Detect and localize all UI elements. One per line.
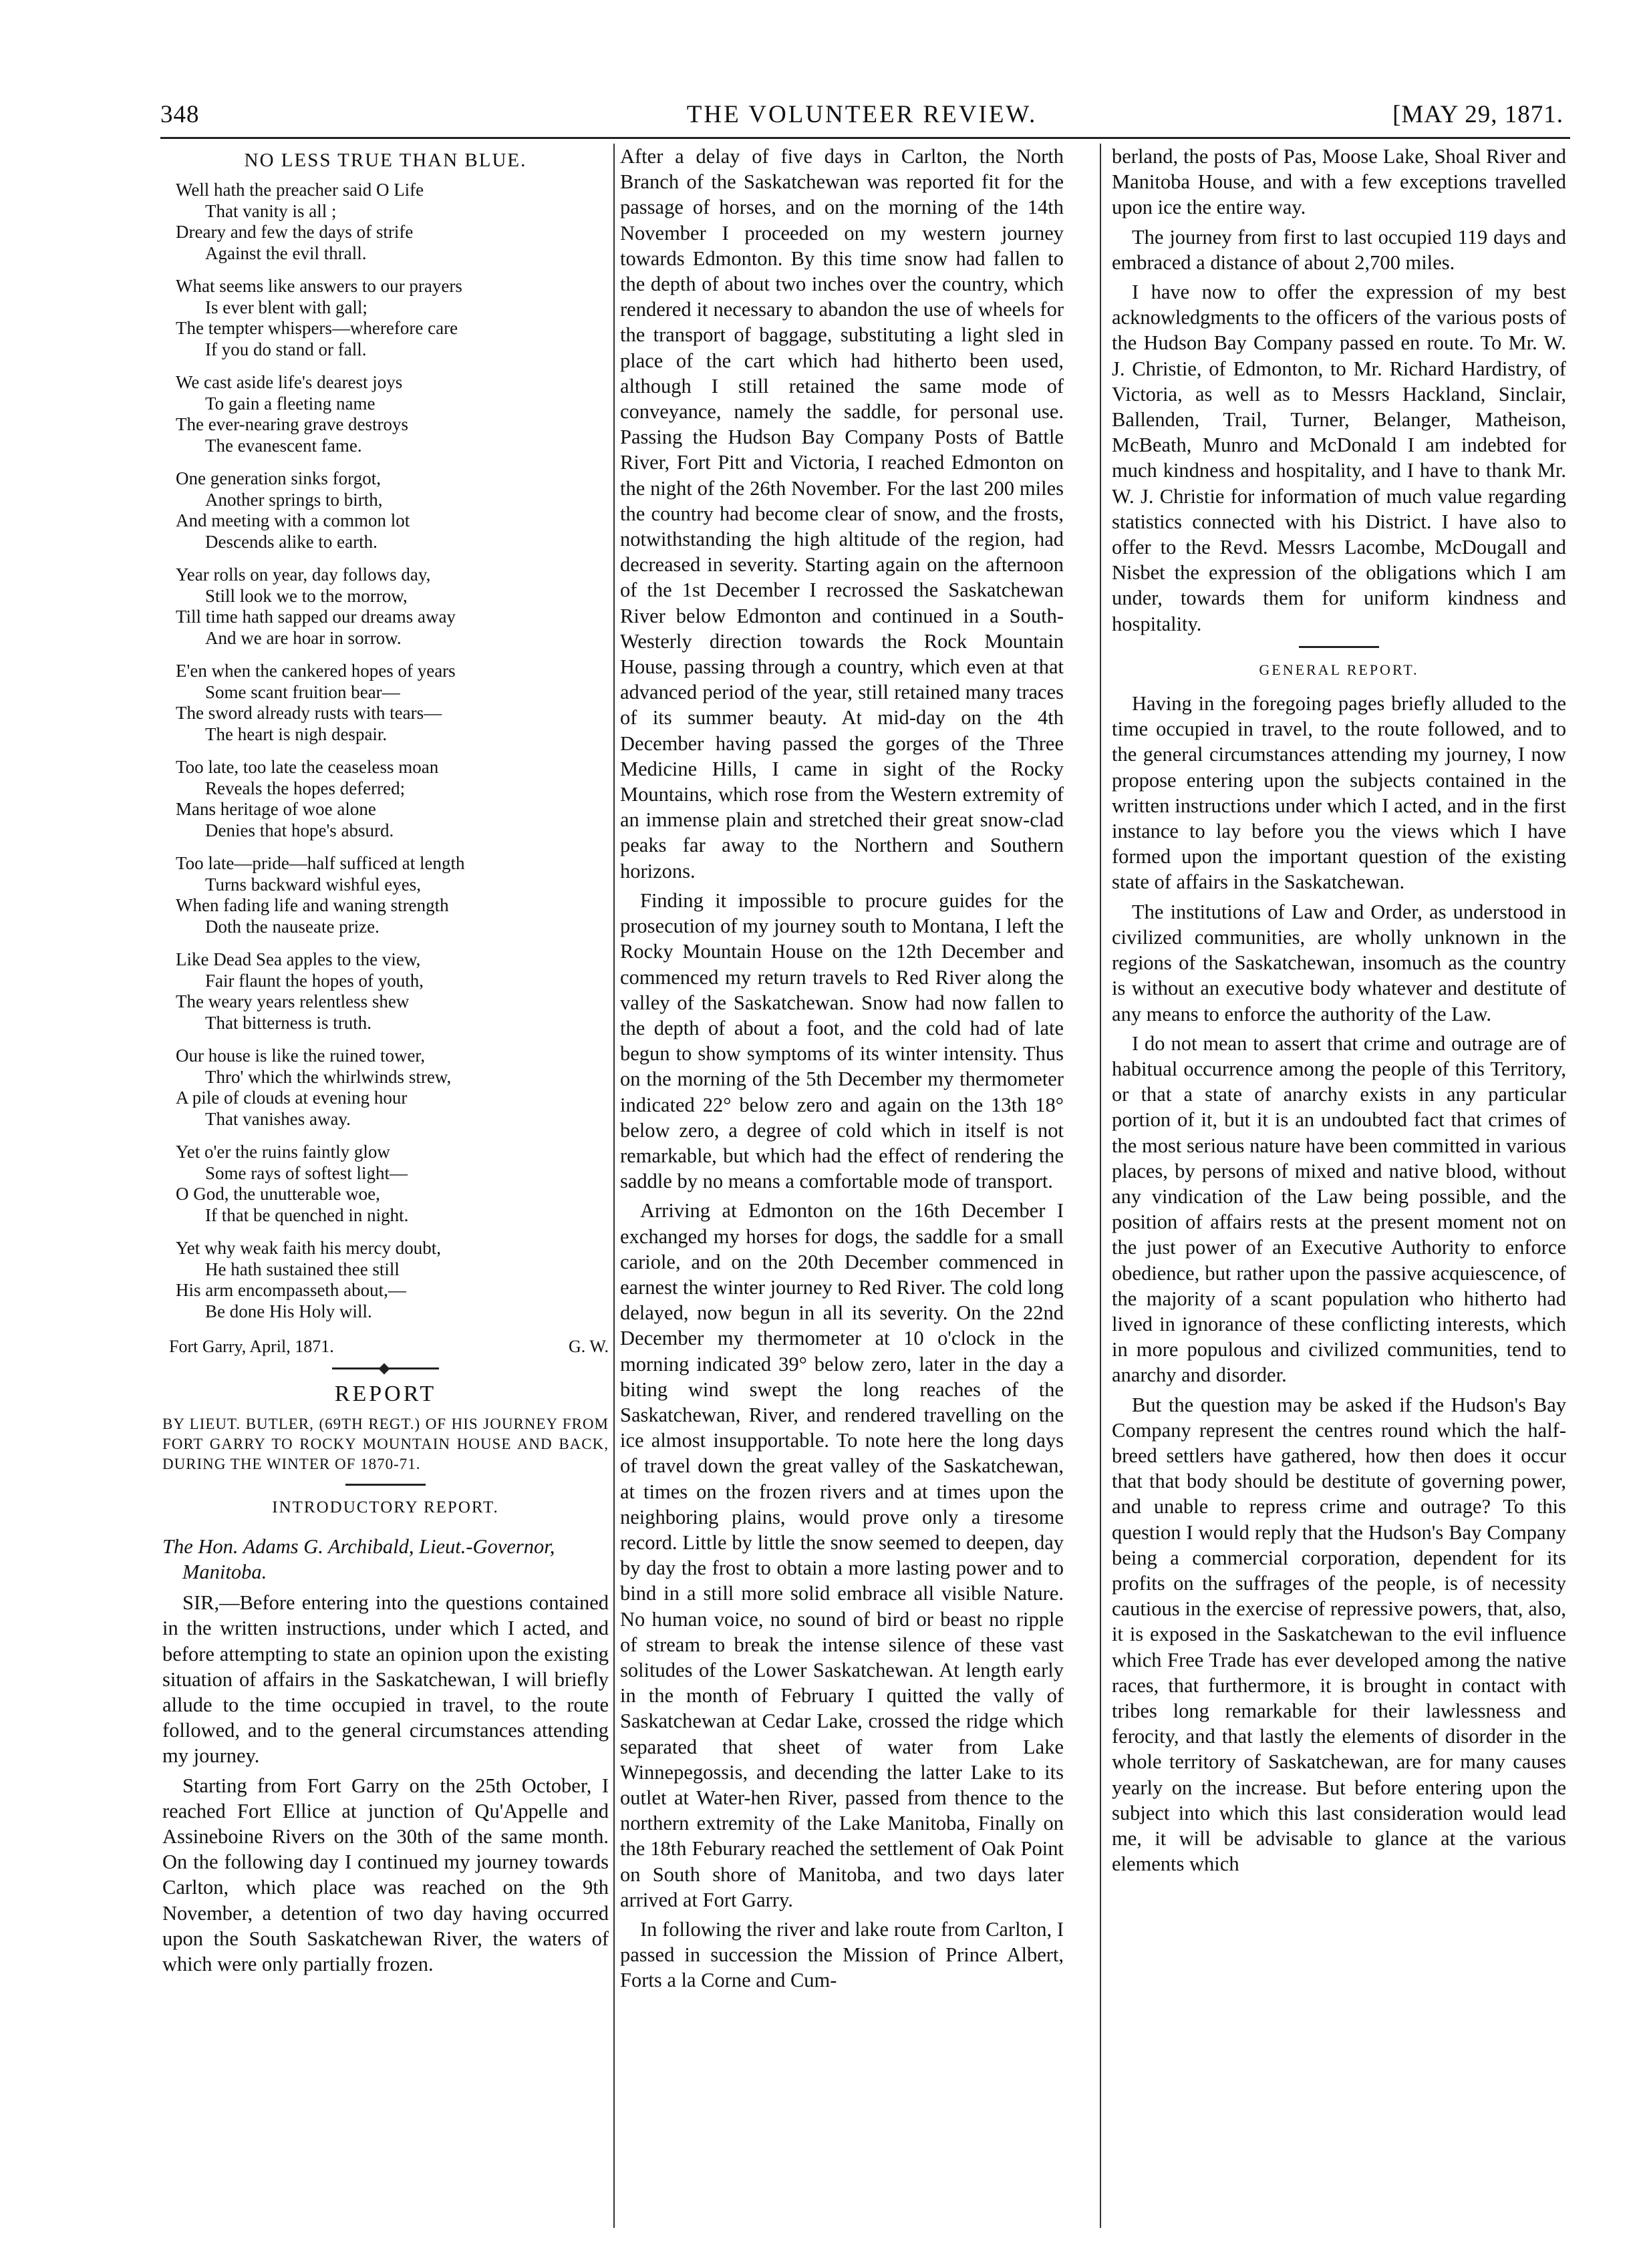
publication-title: THE VOLUNTEER REVIEW. [686,101,1038,128]
poem-stanza [176,853,609,937]
intro-text [162,1590,609,1977]
report-text-continued [620,144,1064,1993]
poem-line: And meeting with a common lot [176,510,410,531]
poem-line: Is ever blent with gall; [205,297,367,317]
section-rule [1299,646,1379,648]
poem-line: Year rolls on year, day follows day, [176,564,431,585]
address-line: The Hon. Adams G. Archibald, Lieut.-Governor, Manitoba. [162,1534,555,1584]
poem-line: Still look we to the morrow, [205,585,408,606]
section-rule [345,1484,426,1486]
poem-stanza [176,468,609,552]
paragraph: I have now to offer the expression of my best acknowledgments to the officers of the various posts of the Hudson Bay Company passed en route. To Mr. W. J. Christie, of Edmonton, to Mr. Richard Hardistry, of Victoria, as well as to Messrs Hackland, Sinclair, Ballenden, Trail, Turner, Belanger, Matheison, McBeath, Munro and McDonald I am indebted for much kindness and hospitality, and I have to thank Mr. W. J. Christie for information of much value regarding statistics connected with his District. I have also to offer to the Revd. Messrs Lacombe, McDougall and Nisbet the expression of the obligations which I am under, towards them for uniform kindness and hospitality. [1112,281,1566,635]
poem-line: E'en when the cankered hopes of years [176,661,456,681]
poem-stanza [176,1142,609,1226]
poem-line: Reveals the hopes deferred; [205,778,406,798]
general-report-heading: GENERAL REPORT. [1259,661,1419,678]
report-title: REPORT [334,1382,437,1407]
poem-line: Some scant fruition bear— [205,681,400,702]
paragraph: berland, the posts of Pas, Moose Lake, Shoal River and Manitoba House, and with a few exceptions travelled upon ice the entire way. [1112,145,1566,219]
poem-line: Well hath the preacher said O Life [176,180,424,200]
poem-line: Be done His Holy will. [205,1301,372,1321]
poem-line: The heart is nigh despair. [205,723,388,744]
poem-line: Against the evil thrall. [205,242,367,263]
poem-line: We cast aside life's dearest joys [176,372,403,393]
poem-line: The ever-nearing grave destroys [176,414,409,435]
poem-line: O God, the unutterable woe, [176,1184,380,1204]
page-header [160,100,1563,140]
poem-body [162,180,609,1322]
paragraph: After a delay of five days in Carlton, the North Branch of the Saskatchewan was reported fit for the passage of horses, and on the morning of the 14th November I proceeded on my western journey towards Edmonton. By this time snow had fallen to the depth of about two inches over the country, which rendered it necessary to abandon the use of wheels for the transport of baggage, substituting a light sled in place of the cart which had hitherto been used, although I still retained the same mode of conveyance, namely the saddle, for personal use. Passing the Hudson Bay Company Posts of Battle River, Fort Pitt and Victoria, I reached Edmonton on the night of the 26th November. For the last 200 miles the country had become clear of snow, and the frosts, notwithstanding the high altitude of the region, had decreased in severity. Starting again on the afternoon of the 1st December I recrossed the Saskatchewan River below Edmonton and continued in a South-Westerly direction towards the Rock Mountain House, passing through a country, which even at that advanced period of the year, still retained many traces of its summer beauty. At mid-day on the 4th December having passed the gorges of the Three Medicine Hills, I came in sight of the Rocky Mountains, which rose from the Western extremity of an immense plain and stretched their great snow-clad peaks far away to the Northern and Southern horizons. [620,145,1064,882]
poem-stanza [176,949,609,1033]
poem-line: His arm encompasseth about,— [176,1280,406,1301]
poem-stanza [176,276,609,360]
poem-line: Denies that hope's absurd. [205,820,394,840]
general-report-text [1112,691,1566,1877]
poem-line: That bitterness is truth. [205,1012,371,1033]
poem-stanza [176,757,609,841]
paragraph: Having in the foregoing pages briefly alluded to the time occupied in travel, to the route followed, and to the general circumstances attending my journey, I now propose entering upon the subjects contained in the written instructions under which I acted, and in the first instance to lay before you the views which I have formed upon the important question of the existing state of affairs in the Saskatchewan. [1112,692,1566,894]
poem-line: Descends alike to earth. [205,531,378,552]
paragraph: Starting from Fort Garry on the 25th October, I reached Fort Ellice at junction of Qu'Appelle and Assineboine Rivers on the 30th of the same month. On the following day I continued my journey towards Carlton, which place was reached on the 9th November, a detention of two day having occurred upon the South Saskatchewan River, the waters of which were only partially frozen. [162,1774,609,1976]
poem-line: What seems like answers to our prayers [176,276,462,297]
page-number: 348 [160,101,200,128]
poem-title: NO LESS TRUE THAN BLUE. [244,150,527,171]
poem-line: Too late, too late the ceaseless moan [176,757,439,778]
poem-line: Another springs to birth, [205,489,383,510]
poem-line: To gain a fleeting name [205,393,376,414]
poem-stanza [176,1238,609,1322]
poem-line: That vanishes away. [205,1108,351,1129]
paragraph: But the question may be asked if the Hudson's Bay Company represent the centres round which the half-breed settlers have gathered, how then does it occur that that body should be destitute of governing power, and unable to repress crime and outrage? To this question I would reply that the Hudson's Bay Company being a commercial corporation, dependent for its profits on the suffrages of the people, is of necessity cautious in the exercise of repressive powers, that, also, it is exposed in the Saskatchewan to the evil influence which Free Trade has ever developed among the native races, that furthermore, it is brought in contact with tribes long remarkable for their lawlessness and ferocity, and that lastly the elements of disorder in the whole territory of Saskatchewan, are for many causes yearly on the increase. But before entering upon the subject into which this last consideration would lead me, it will be advisable to glance at the various elements which [1112,1393,1566,1876]
poem-stanza [176,1045,609,1130]
intro-heading: INTRODUCTORY REPORT. [272,1498,499,1516]
column-divider-1 [613,144,615,2228]
acknowledgments-text [1112,144,1566,637]
poem-stanza [176,372,609,456]
poem-line: Yet why weak faith his mercy doubt, [176,1238,441,1259]
poem-line: The evanescent fame. [205,435,362,456]
column-3 [1112,144,1566,2228]
header-rule [160,137,1570,139]
ornamental-rule [332,1367,439,1369]
poem-line: The tempter whispers—wherefore care [176,318,458,339]
poem-place-date: Fort Garry, April, 1871. [169,1337,334,1357]
paragraph: Arriving at Edmonton on the 16th December I exchanged my horses for dogs, the saddle for a small cariole, and on the 20th December commenced in earnest the winter journey to Red River. The cold long delayed, now begun in all its severity. On the 22nd December my thermometer at 10 o'clock in the morning indicated 39° below zero, later in the day a biting wind swept the long reaches of the Saskatchewan, River, and rendered travelling on the ice almost insupportable. To note here the long days of travel down the great valley of the Saskatchewan, at times on the frozen rivers and at times upon the neighboring plains, would prove only a tiresome record. Little by little the snow seemed to deepen, day by day the frost to obtain a more lasting power and to bind in a still more solid embrace all visible Nature. No human voice, no sound of bird or beast no ripple of stream to break the intense silence of these vast solitudes of the Lower Saskatchewan. At length early in the month of February I quitted the vally of Saskatchewan at Cedar Lake, crossed the ridge which separated that sheet of water from Lake Winnepegossis, and decending the latter Lake to its outlet at Water-hen River, passed from thence to the northern extremity of the Lake Manitoba, Finally on the 18th Feburary reached the settlement of Oak Point on South shore of Manitoba, and two days later arrived at Fort Garry. [620,1199,1064,1911]
poem-line: Thro' which the whirlwinds strew, [205,1066,452,1087]
report-byline: BY LIEUT. BUTLER, (69TH REGT.) OF HIS JOURNEY FROM FORT GARRY TO ROCKY MOUNTAIN HOUSE AND BACK, DURING THE WINTER OF 1870-71. [162,1415,609,1472]
paragraph: The institutions of Law and Order, as understood in civilized communities, are wholly unknown in the regions of the Saskatchewan, insomuch as the country is without an executive body whatever and destitute of any means to enforce the authority of the Law. [1112,900,1566,1025]
poem-line: Mans heritage of woe alone [176,799,376,820]
poem-line: Our house is like the ruined tower, [176,1045,426,1066]
paragraph: I do not mean to assert that crime and outrage are of habitual occurrence among the people of this Territory, or that a state of anarchy exists in any particular portion of it, but it is an undoubted fact that crimes of the most serious nature have been committed in various places, by persons of mixed and native blood, without any vindication of the Law being possible, and the position of affairs rests at the present moment not on the just power of an Executive Authority to enforce obedience, but rather upon the passive acquiescence, of the majority of a scant population who hitherto had lived in ignorance of these conflicting interests, which in more populous and civilized communities, tend to anarchy and disorder. [1112,1031,1566,1387]
poem-stanza [176,661,609,745]
paragraph: Finding it impossible to procure guides for the prosecution of my journey south to Montana, I left the Rocky Mountain House on the 12th December and commenced my return travels to Red River along the valley of the Saskatchewan. Snow had now fallen to the depth of about a foot, and the cold had of late begun to show symptoms of its winter intensity. Thus on the morning of the 5th December my thermometer indicated 22° below zero and again on the 13th 18° below zero, a degree of cold which in itself is not remarkable, but which had the effect of rendering the saddle by no means a comfortable mode of transport. [620,888,1064,1193]
column-divider-2 [1100,144,1101,2228]
poem-stanza [176,564,609,649]
issue-date: [MAY 29, 1871. [1392,101,1563,128]
poem-line: Fair flaunt the hopes of youth, [205,970,424,991]
poem-line: Too late—pride—half sufficed at length [176,853,465,874]
poem-line: The weary years relentless shew [176,991,410,1012]
poem-line: If that be quenched in night. [205,1204,409,1225]
poem-line: If you do stand or fall. [205,339,367,359]
poem-line: That vanity is all ; [205,200,337,221]
poem-line: The sword already rusts with tears— [176,703,442,723]
poem-line: Like Dead Sea apples to the view, [176,949,421,970]
poem-line: Yet o'er the ruins faintly glow [176,1142,390,1162]
poem-line: When fading life and waning strength [176,895,449,916]
poem-line: And we are hoar in sorrow. [205,627,402,648]
poem-line: Dreary and few the days of strife [176,222,414,242]
paragraph: The journey from first to last occupied 119 days and embraced a distance of about 2,700 miles. [1112,225,1566,274]
poem-line: Doth the nauseate prize. [205,916,380,937]
poem-stanza [176,180,609,264]
poem-signoff [169,1334,609,1359]
poem-line: Turns backward wishful eyes, [205,874,421,895]
paragraph: SIR,—Before entering into the questions contained in the written instructions, under which I acted, and before attempting to state an opinion upon the existing situation of affairs in the Saskatchewan, I will briefly allude to the time occupied in travel, to the route followed, and to the general circumstances attending my journey. [162,1591,609,1768]
poem-initials: G. W. [569,1337,609,1357]
paragraph: In following the river and lake route from Carlton, I passed in succession the Mission of Prince Albert, Forts a la Corne and Cum- [620,1918,1064,1992]
poem-line: Till time hath sapped our dreams away [176,607,456,627]
column-1 [162,144,609,2228]
poem-line: A pile of clouds at evening hour [176,1088,408,1108]
poem-line: Some rays of softest light— [205,1162,408,1183]
poem-line: One generation sinks forgot, [176,468,381,489]
poem-line: He hath sustained thee still [205,1259,400,1279]
column-2 [620,144,1064,2228]
